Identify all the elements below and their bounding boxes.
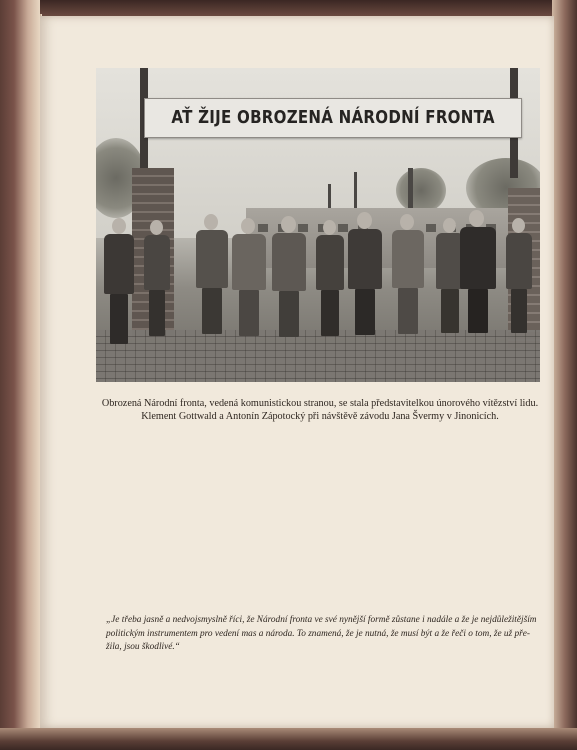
photo-tree xyxy=(396,168,446,213)
quotation xyxy=(106,614,546,655)
quote-line-2: politickým instrumentem pro vedení mas a národa. To znamená, že je nutná, že musí být a že řeči o tom, že už pře- xyxy=(106,628,530,639)
book-cover-bottom-edge xyxy=(0,728,577,750)
cobblestone-ground xyxy=(96,330,540,382)
banner-text: AŤ ŽIJE OBROZENÁ NÁRODNÍ FRONTA xyxy=(171,108,495,128)
book-cover-top-edge xyxy=(0,0,577,16)
book-cover-left-edge xyxy=(0,0,40,750)
book-cover-right-edge xyxy=(552,0,577,750)
photo-caption xyxy=(96,397,544,423)
quote-line-3: žila, jsou škodlivé.“ xyxy=(106,642,180,652)
photograph xyxy=(96,68,540,382)
caption-line-1: Obrozená Národní fronta, vedená komunistickou stranou, se stala představitelkou únorového vítězství lidu. xyxy=(101,398,539,409)
photo-banner xyxy=(144,98,522,138)
quote-line-1: „Je třeba jasně a nedvojsmyslně říci, že Národní fronta ve své nynější formě zůstane i nadále a že je nejdůležitějším xyxy=(106,615,537,625)
caption-line-2: Klement Gottwald a Antonín Zápotocký při návštěvě závodu Jana Švermy v Jinonicích. xyxy=(141,411,499,422)
